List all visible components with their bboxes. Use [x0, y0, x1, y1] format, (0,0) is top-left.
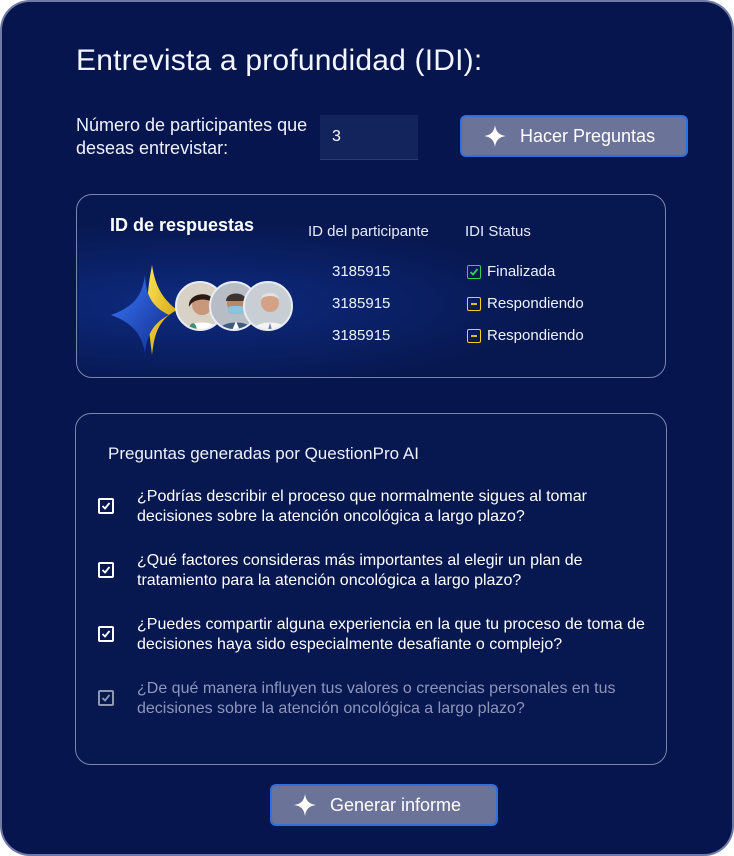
responses-card: [76, 194, 666, 378]
status-cell: [467, 295, 584, 312]
response-row: [77, 327, 665, 349]
generate-report-button[interactable]: [270, 784, 498, 826]
status-text: Finalizada: [487, 263, 556, 280]
question-item: [98, 551, 658, 591]
responses-title: ID de respuestas: [110, 215, 255, 235]
check-square-icon[interactable]: [98, 498, 114, 514]
participants-label: Número de participantes que deseas entrevistar:: [76, 115, 308, 158]
questions-title: Preguntas generadas por QuestionPro AI: [108, 444, 419, 463]
participant-id: 3185915: [332, 263, 391, 280]
question-item: [98, 679, 658, 719]
minus-square-icon: [467, 297, 481, 311]
page-title: Entrevista a profundidad (IDI):: [76, 44, 483, 77]
ask-questions-label: Hacer Preguntas: [520, 125, 656, 146]
check-square-icon[interactable]: [98, 562, 114, 578]
status-cell: [467, 327, 584, 344]
sparkle-icon: [294, 794, 316, 816]
status-text: Respondiendo: [487, 327, 584, 344]
questions-card: [75, 413, 667, 765]
check-square-icon[interactable]: [98, 690, 114, 706]
question-text: ¿Podrías describir el proceso que normalmente sigues al tomar decisiones sobre la atención oncológica a largo plazo?: [137, 488, 587, 525]
question-item: [98, 615, 658, 655]
status-text: Respondiendo: [487, 295, 584, 312]
response-row: [77, 295, 665, 317]
idi-status-header: IDI Status: [465, 223, 531, 240]
participants-count-input[interactable]: 3: [320, 115, 418, 160]
question-text: ¿Puedes compartir alguna experiencia en la que tu proceso de toma de decisiones haya sido especialmente desafiante o complejo?: [137, 616, 645, 653]
generate-report-label: Generar informe: [330, 794, 462, 815]
participant-id-header: ID del participante: [308, 223, 429, 240]
status-cell: [467, 263, 555, 280]
minus-square-icon: [467, 329, 481, 343]
check-square-icon: [467, 265, 481, 279]
question-text: ¿De qué manera influyen tus valores o creencias personales en tus decisiones sobre la atención oncológica a largo plazo?: [137, 680, 616, 717]
question-item: [98, 487, 658, 527]
ask-questions-button[interactable]: [460, 115, 688, 157]
participant-id: 3185915: [332, 295, 391, 312]
question-text: ¿Qué factores consideras más importantes al elegir un plan de tratamiento para la atención oncológica a largo plazo?: [137, 552, 583, 589]
check-square-icon[interactable]: [98, 626, 114, 642]
response-row: [77, 263, 665, 285]
sparkle-icon: [484, 125, 506, 147]
participant-id: 3185915: [332, 327, 391, 344]
